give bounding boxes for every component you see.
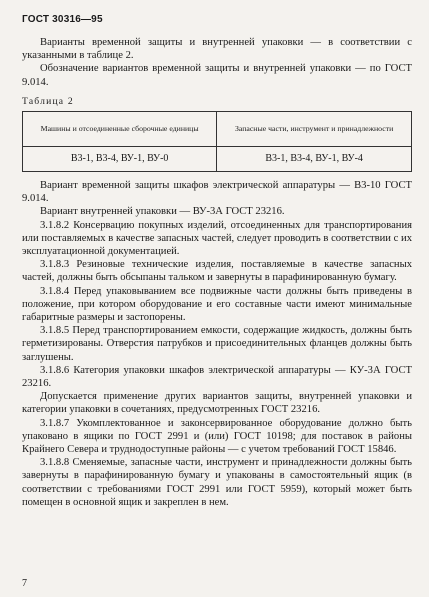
document-body	[22, 36, 412, 509]
standard-header: ГОСТ 30316—95	[22, 14, 103, 25]
paragraph: Вариант временной защиты шкафов электрической аппаратуры — В3-10 ГОСТ 9.014.	[22, 180, 412, 205]
table-cell: В3-1, В3-4, ВУ-1, ВУ-4	[217, 147, 412, 172]
paragraph: 3.1.8.4 Перед упаковыванием все подвижные части должны быть приведены в положение, при котором оборудование и его составные части имеют минимальные габаритные размеры и застопорены.	[22, 285, 412, 324]
paragraph: Обозначение вариантов временной защиты и внутренней упаковки — по ГОСТ 9.014.	[22, 63, 412, 88]
paragraph: Допускается применение других вариантов защиты, внутренней упаковки и категории упаковки в сочетаниях, предусмотренных ГОСТ 23216.	[22, 391, 412, 416]
table-cell: В3-1, В3-4, ВУ-1, ВУ-0	[23, 147, 217, 172]
paragraph: Варианты временной защиты и внутренней упаковки — в соответствии с указанными в таблице 2.	[22, 37, 412, 62]
paragraph: 3.1.8.5 Перед транспортированием емкости, содержащие жидкость, должны быть герметизированы. Отверстия патрубков и присоединительных фланцев должны быть заглушены.	[22, 325, 412, 363]
paragraph: 3.1.8.2 Консервацию покупных изделий, отсоединенных для транспортирования или поставляемых в качестве запасных частей, следует проводить в соответствии с их эксплуатационной документацией.	[22, 219, 412, 258]
paragraph: Вариант внутренней упаковки — ВУ-3А ГОСТ 23216.	[40, 206, 285, 218]
page-number: 7	[22, 578, 27, 589]
paragraph: 3.1.8.7 Укомплектованное и законсервированное оборудование должно быть упаковано в ящики по ГОСТ 2991 и (или) ГОСТ 10198; для поставок в районы Крайнего Севера и труднодоступные районы — с учетом требований ГОСТ 15846.	[22, 417, 412, 456]
table-row	[23, 147, 412, 172]
table-caption: Таблица 2	[22, 95, 74, 107]
table-header-cell: Машины и отсоединенные сборочные единицы	[23, 112, 217, 147]
table-header-row	[23, 112, 412, 147]
spacer	[22, 172, 412, 179]
table-2	[22, 111, 412, 172]
paragraph: 3.1.8.8 Сменяемые, запасные части, инструмент и принадлежности должны быть завернуты в парафинированную бумагу и упакованы в самостоятельный ящик (в соответствии с требованиями ГОСТ 2991 или ГОСТ 5959), который может быть помещен в основной ящик и закреплен в нем.	[22, 457, 412, 508]
paragraph: 3.1.8.3 Резиновые технические изделия, поставляемые в качестве запасных частей, должны быть обсыпаны тальком и завернуты в парафинированную бумагу.	[22, 259, 412, 284]
paragraph: 3.1.8.6 Категория упаковки шкафов электрической аппаратуры — КУ-3А ГОСТ 23216.	[22, 364, 412, 390]
table-header-cell: Запасные части, инструмент и принадлежности	[217, 112, 412, 147]
